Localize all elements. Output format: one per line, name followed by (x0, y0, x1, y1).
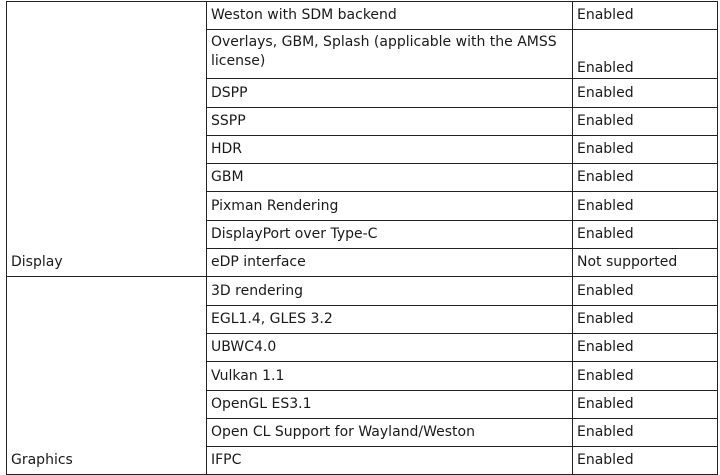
group-cell-graphics: Graphics (7, 277, 207, 475)
feature-cell: Open CL Support for Wayland/Weston (207, 418, 573, 446)
status-cell: Enabled (573, 164, 718, 192)
feature-cell: SSPP (207, 107, 573, 135)
status-cell: Enabled (573, 418, 718, 446)
status-cell: Not supported (573, 249, 718, 277)
status-cell: Enabled (573, 447, 718, 475)
status-cell: Enabled (573, 220, 718, 248)
feature-table (6, 1, 718, 475)
feature-cell: GBM (207, 164, 573, 192)
group-cell-display: Display (7, 2, 207, 277)
feature-cell: UBWC4.0 (207, 333, 573, 361)
feature-cell: EGL1.4, GLES 3.2 (207, 305, 573, 333)
status-cell: Enabled (573, 135, 718, 163)
feature-cell: Pixman Rendering (207, 192, 573, 220)
status-cell: Enabled (573, 107, 718, 135)
table-row (7, 277, 718, 305)
status-cell: Enabled (573, 79, 718, 107)
feature-cell: OpenGL ES3.1 (207, 390, 573, 418)
feature-cell: eDP interface (207, 249, 573, 277)
status-cell: Enabled (573, 277, 718, 305)
status-cell: Enabled (573, 2, 718, 30)
status-cell: Enabled (573, 305, 718, 333)
feature-cell: HDR (207, 135, 573, 163)
status-cell: Enabled (573, 192, 718, 220)
table-row (7, 2, 718, 30)
feature-cell: 3D rendering (207, 277, 573, 305)
status-cell: Enabled (573, 333, 718, 361)
status-cell: Enabled (573, 30, 718, 79)
status-cell: Enabled (573, 390, 718, 418)
feature-cell: Vulkan 1.1 (207, 362, 573, 390)
feature-cell: Overlays, GBM, Splash (applicable with the AMSS license) (207, 30, 573, 79)
feature-cell: Weston with SDM backend (207, 2, 573, 30)
feature-cell: IFPC (207, 447, 573, 475)
feature-cell: DisplayPort over Type-C (207, 220, 573, 248)
feature-cell: DSPP (207, 79, 573, 107)
status-cell: Enabled (573, 362, 718, 390)
